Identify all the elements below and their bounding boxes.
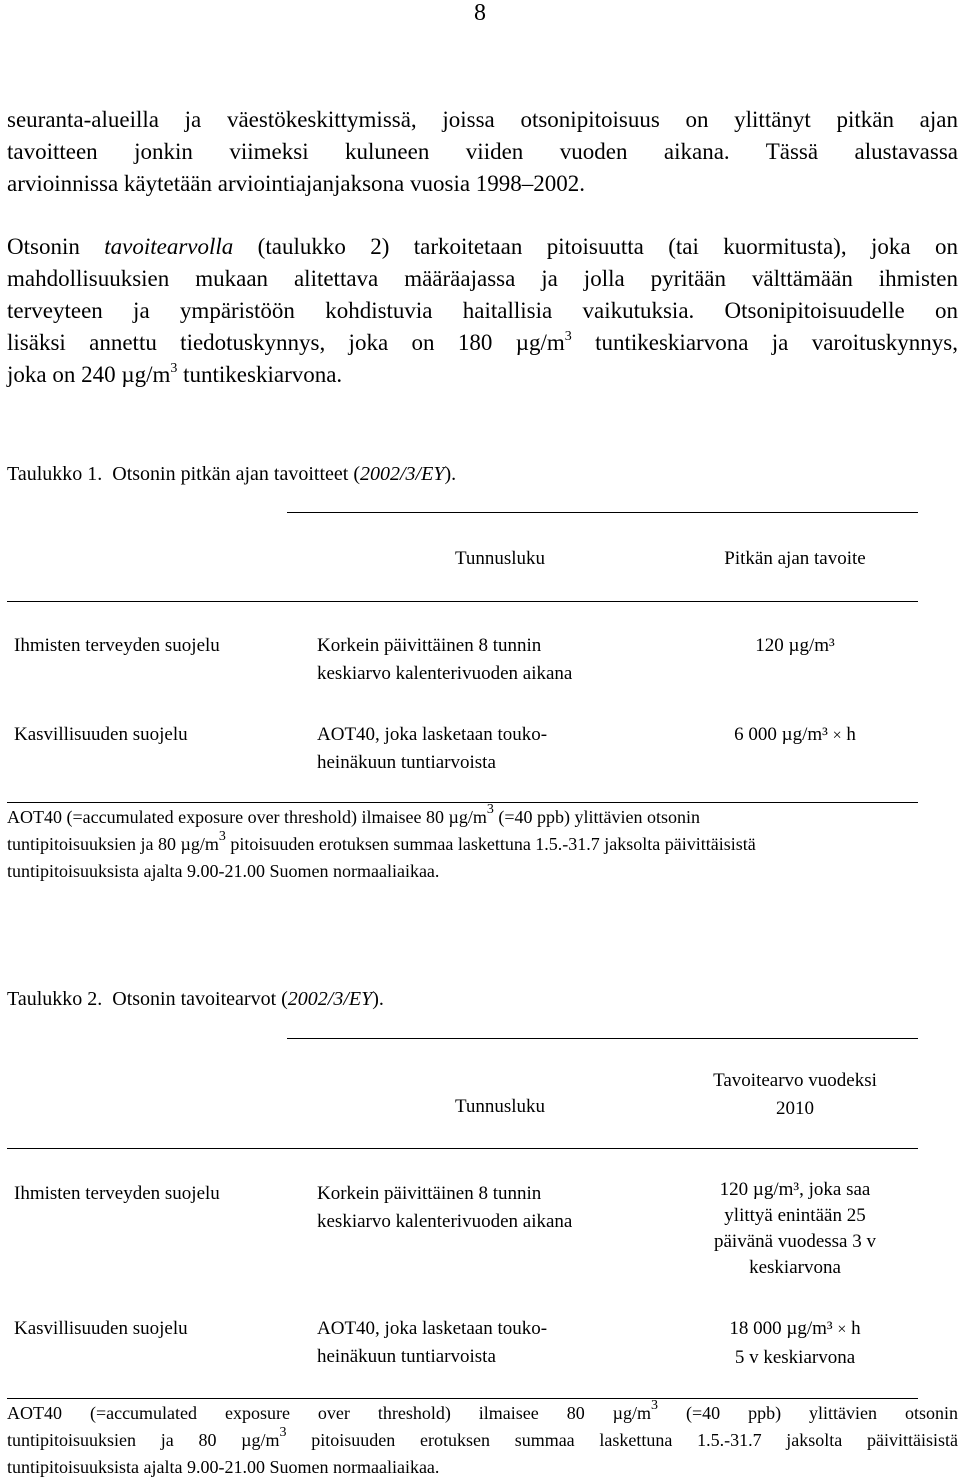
table2-footnote <box>7 1400 958 1481</box>
table2-footnote-line-2: tuntipitoisuuksien ja 80 $\mu g/m^3$ pitoisuuden erotuksen summaa laskettuna 1.5.-31.7 jaksolta päivittäisistä <box>7 1425 959 1450</box>
directive-reference: 2002/3/EY <box>287 988 373 1010</box>
table1-footnote-line-1: AOT40 (=accumulated exposure over threshold) ilmaisee 80 $\mu g/m^3$ (=40 ppb) ylittävien otsonin <box>7 802 701 827</box>
para2-line-5: joka on 240 $\mu g/m^3$ tuntikeskiarvona. <box>7 361 343 387</box>
para2-line-3: terveyteen ja ympäristöön kohdistuvia haitallisia vaikutuksia. Otsonipitoisuudelle on <box>7 298 958 323</box>
table1-header-rule <box>7 601 918 602</box>
table1-header-metric: Tunnusluku <box>454 548 546 569</box>
para2-line-2: mahdollisuuksien mukaan alitettava määräajassa ja jolla pyritään välttämään ihmisten <box>7 266 958 291</box>
table2-header-target: Tavoitearvo vuodeksi 2010 <box>713 1070 877 1119</box>
table2-header-rule <box>7 1148 918 1149</box>
table2-footnote-line-3: tuntipitoisuuksista ajalta 9.00-21.00 Suomen normaaliaikaa. <box>7 1457 440 1477</box>
table1-caption-label: Taulukko 1. <box>7 463 103 485</box>
table1-footnote-line-3: tuntipitoisuuksista ajalta 9.00-21.00 Suomen normaaliaikaa. <box>7 861 440 881</box>
table2-footnote-line-1: AOT40 (=accumulated exposure over threshold) ilmaisee 80 $\mu g/m^3$ (=40 ppb) ylittävien otsonin <box>7 1398 958 1423</box>
table2-row2-metric: AOT40, joka lasketaan touko- heinäkuun tuntiarvoista <box>317 1318 548 1367</box>
intro-paragraph <box>7 104 958 200</box>
intro-line-3: arvioinnissa käytetään arviointiajanjaksona vuosia 1998–2002. <box>7 171 586 196</box>
intro-line-1: seuranta-alueilla ja väestökeskittymissä, joissa otsonipitoisuus on ylittänyt pitkän ajan <box>7 107 958 132</box>
page-number: 8 <box>474 0 486 26</box>
table2-row1-target: 120 µg/m³, joka saa ylittyä enintään 25 päivänä vuodessa 3 v keskiarvona <box>714 1179 876 1278</box>
table2-row1-category: Ihmisten terveyden suojelu <box>14 1183 220 1204</box>
table1-row2-metric: AOT40, joka lasketaan touko- heinäkuun tuntiarvoista <box>317 724 548 773</box>
table1-bottom-rule <box>7 802 918 803</box>
table1-footnote <box>7 804 937 885</box>
table1-row2-category: Kasvillisuuden suojelu <box>14 724 188 745</box>
table2-bottom-rule <box>7 1398 918 1399</box>
emphasis-term: tavoitearvolla <box>104 234 234 259</box>
table2-row1-metric: Korkein päivittäinen 8 tunnin keskiarvo kalenterivuoden aikana <box>317 1183 573 1232</box>
table2-row2-target: 18 000 µg/m³ × h 5 v keskiarvona <box>729 1318 861 1368</box>
multiply-sign: × <box>832 727 842 744</box>
table2-caption-label: Taulukko 2. <box>7 988 103 1010</box>
para2-line-1: Otsonin tavoitearvolla (taulukko 2) tarkoitetaan pitoisuutta (tai kuormitusta), joka on <box>7 234 958 259</box>
table1-row1-category: Ihmisten terveyden suojelu <box>14 635 220 656</box>
table1-row2-target: 6 000 µg/m³ × h <box>734 724 856 745</box>
table2-caption: Taulukko 2. Otsonin tavoitearvot (2002/3/EY). <box>7 988 384 1010</box>
table1-top-rule <box>287 512 918 513</box>
table1-row1-target: 120 µg/m³ <box>755 635 835 656</box>
table2-row2-category: Kasvillisuuden suojelu <box>14 1318 188 1339</box>
table1-header-target: Pitkän ajan tavoite <box>724 548 866 569</box>
directive-reference: 2002/3/EY <box>359 463 445 485</box>
multiply-sign: × <box>837 1321 847 1338</box>
table2-top-rule <box>287 1038 918 1039</box>
intro-line-2: tavoitteen jonkin viimeksi kuluneen viiden vuoden aikana. Tässä alustavassa <box>7 139 958 164</box>
table2-header-metric: Tunnusluku <box>454 1096 546 1117</box>
para2-line-4: lisäksi annettu tiedotuskynnys, joka on 180 $\mu g/m^3$ tuntikeskiarvona ja varoituskynnys, <box>7 329 958 355</box>
table1-caption: Taulukko 1. Otsonin pitkän ajan tavoitteet (2002/3/EY). <box>7 463 457 485</box>
table1-row1-metric: Korkein päivittäinen 8 tunnin keskiarvo kalenterivuoden aikana <box>317 635 573 684</box>
target-value-paragraph <box>7 231 958 391</box>
table1-footnote-line-2: tuntipitoisuuksien ja 80 $\mu g/m^3$ pitoisuuden erotuksen summaa laskettuna 1.5.-31.7 jaksolta päivittäisistä <box>7 829 756 854</box>
